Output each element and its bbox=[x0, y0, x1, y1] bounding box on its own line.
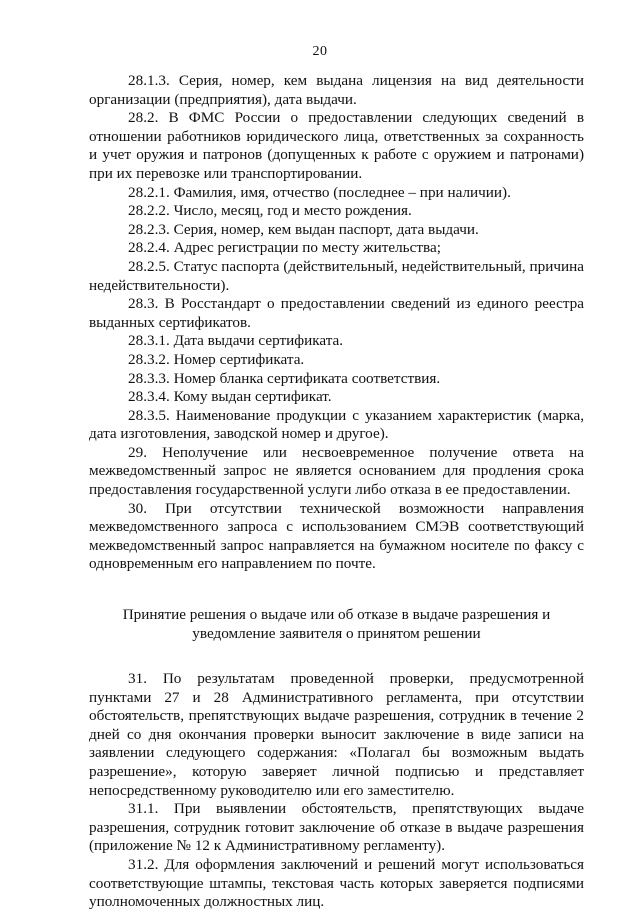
document-body bbox=[89, 72, 584, 912]
paragraph-28-3-4: 28.3.4. Кому выдан сертификат. bbox=[128, 388, 332, 406]
paragraph-31-1: 31.1. При выявлении обстоятельств, препятствующих выдаче разрешения, сотрудник готовит заключение об отказе в выдаче разрешения (приложение № 12 к Административному регламенту). bbox=[89, 800, 584, 855]
paragraph-29: 29. Неполучение или несвоевременное получение ответа на межведомственный запрос не является основанием для продления срока предоставления государственной услуги либо отказа в ее предоставлении. bbox=[89, 443, 584, 499]
paragraph-28-2-2: 28.2.2. Число, месяц, год и место рождения. bbox=[128, 202, 412, 220]
paragraph-28-2-1: 28.2.1. Фамилия, имя, отчество (последнее – при наличии). bbox=[128, 183, 511, 201]
paragraph-28-2-4: 28.2.4. Адрес регистрации по месту жительства; bbox=[128, 239, 441, 257]
paragraph-31: 31. По результатам проведенной проверки, предусмотренной пунктами 27 и 28 Административного регламента, при отсутствии обстоятельств, препятствующих выдаче разрешения, сотрудник в течение 2 дней со дня окончания проверки выносит заключение в виде записи на заявлении следующего содержания: «Полагал бы возможным выдать разрешение», которую заверяет личной подписью и представляет непосредственному руководителю или его заместителю. bbox=[89, 670, 584, 799]
paragraph-31-2: 31.2. Для оформления заключений и решений могут использоваться соответствующие штампы, текстовая часть которых заверяется подписями уполномоченных должностных лиц. bbox=[89, 855, 584, 911]
section-heading-line-2: уведомление заявителя о принятом решении bbox=[192, 625, 481, 643]
paragraph-28-3-5: 28.3.5. Наименование продукции с указанием характеристик (марка, дата изготовления, заводской номер и другое). bbox=[89, 406, 584, 443]
paragraph-30: 30. При отсутствии технической возможности направления межведомственного запроса с использованием СМЭВ соответствующий межведомственный запрос направляется на бумажном носителе по факсу с одновременным его направлением по почте. bbox=[89, 499, 584, 573]
paragraph-28-2-5: 28.2.5. Статус паспорта (действительный, недействительный, причина недействительности). bbox=[89, 257, 584, 294]
paragraph-28-2: 28.2. В ФМС России о предоставлении следующих сведений в отношении работников юридического лица, ответственных за сохранность и учет оружия и патронов (допущенных к работе с оружием и патронами) при их перевозке или транспортировании. bbox=[89, 109, 584, 182]
paragraph-28-3-3: 28.3.3. Номер бланка сертификата соответствия. bbox=[128, 369, 441, 387]
paragraph-28-2-3: 28.2.3. Серия, номер, кем выдан паспорт, дата выдачи. bbox=[128, 220, 479, 238]
section-heading-line-1: Принятие решения о выдаче или об отказе в выдаче разрешения и bbox=[122, 606, 551, 624]
paragraph-28-3-1: 28.3.1. Дата выдачи сертификата. bbox=[128, 332, 344, 350]
paragraph-28-3-2: 28.3.2. Номер сертификата. bbox=[128, 350, 305, 368]
paragraph-28-3: 28.3. В Росстандарт о предоставлении сведений из единого реестра выданных сертификатов. bbox=[89, 295, 584, 331]
section-heading bbox=[89, 605, 584, 643]
paragraph-28-1-3: 28.1.3. Серия, номер, кем выдана лицензия на вид деятельности организации (предприятия), дата выдачи. bbox=[89, 72, 584, 108]
page-number: 20 bbox=[312, 44, 328, 59]
